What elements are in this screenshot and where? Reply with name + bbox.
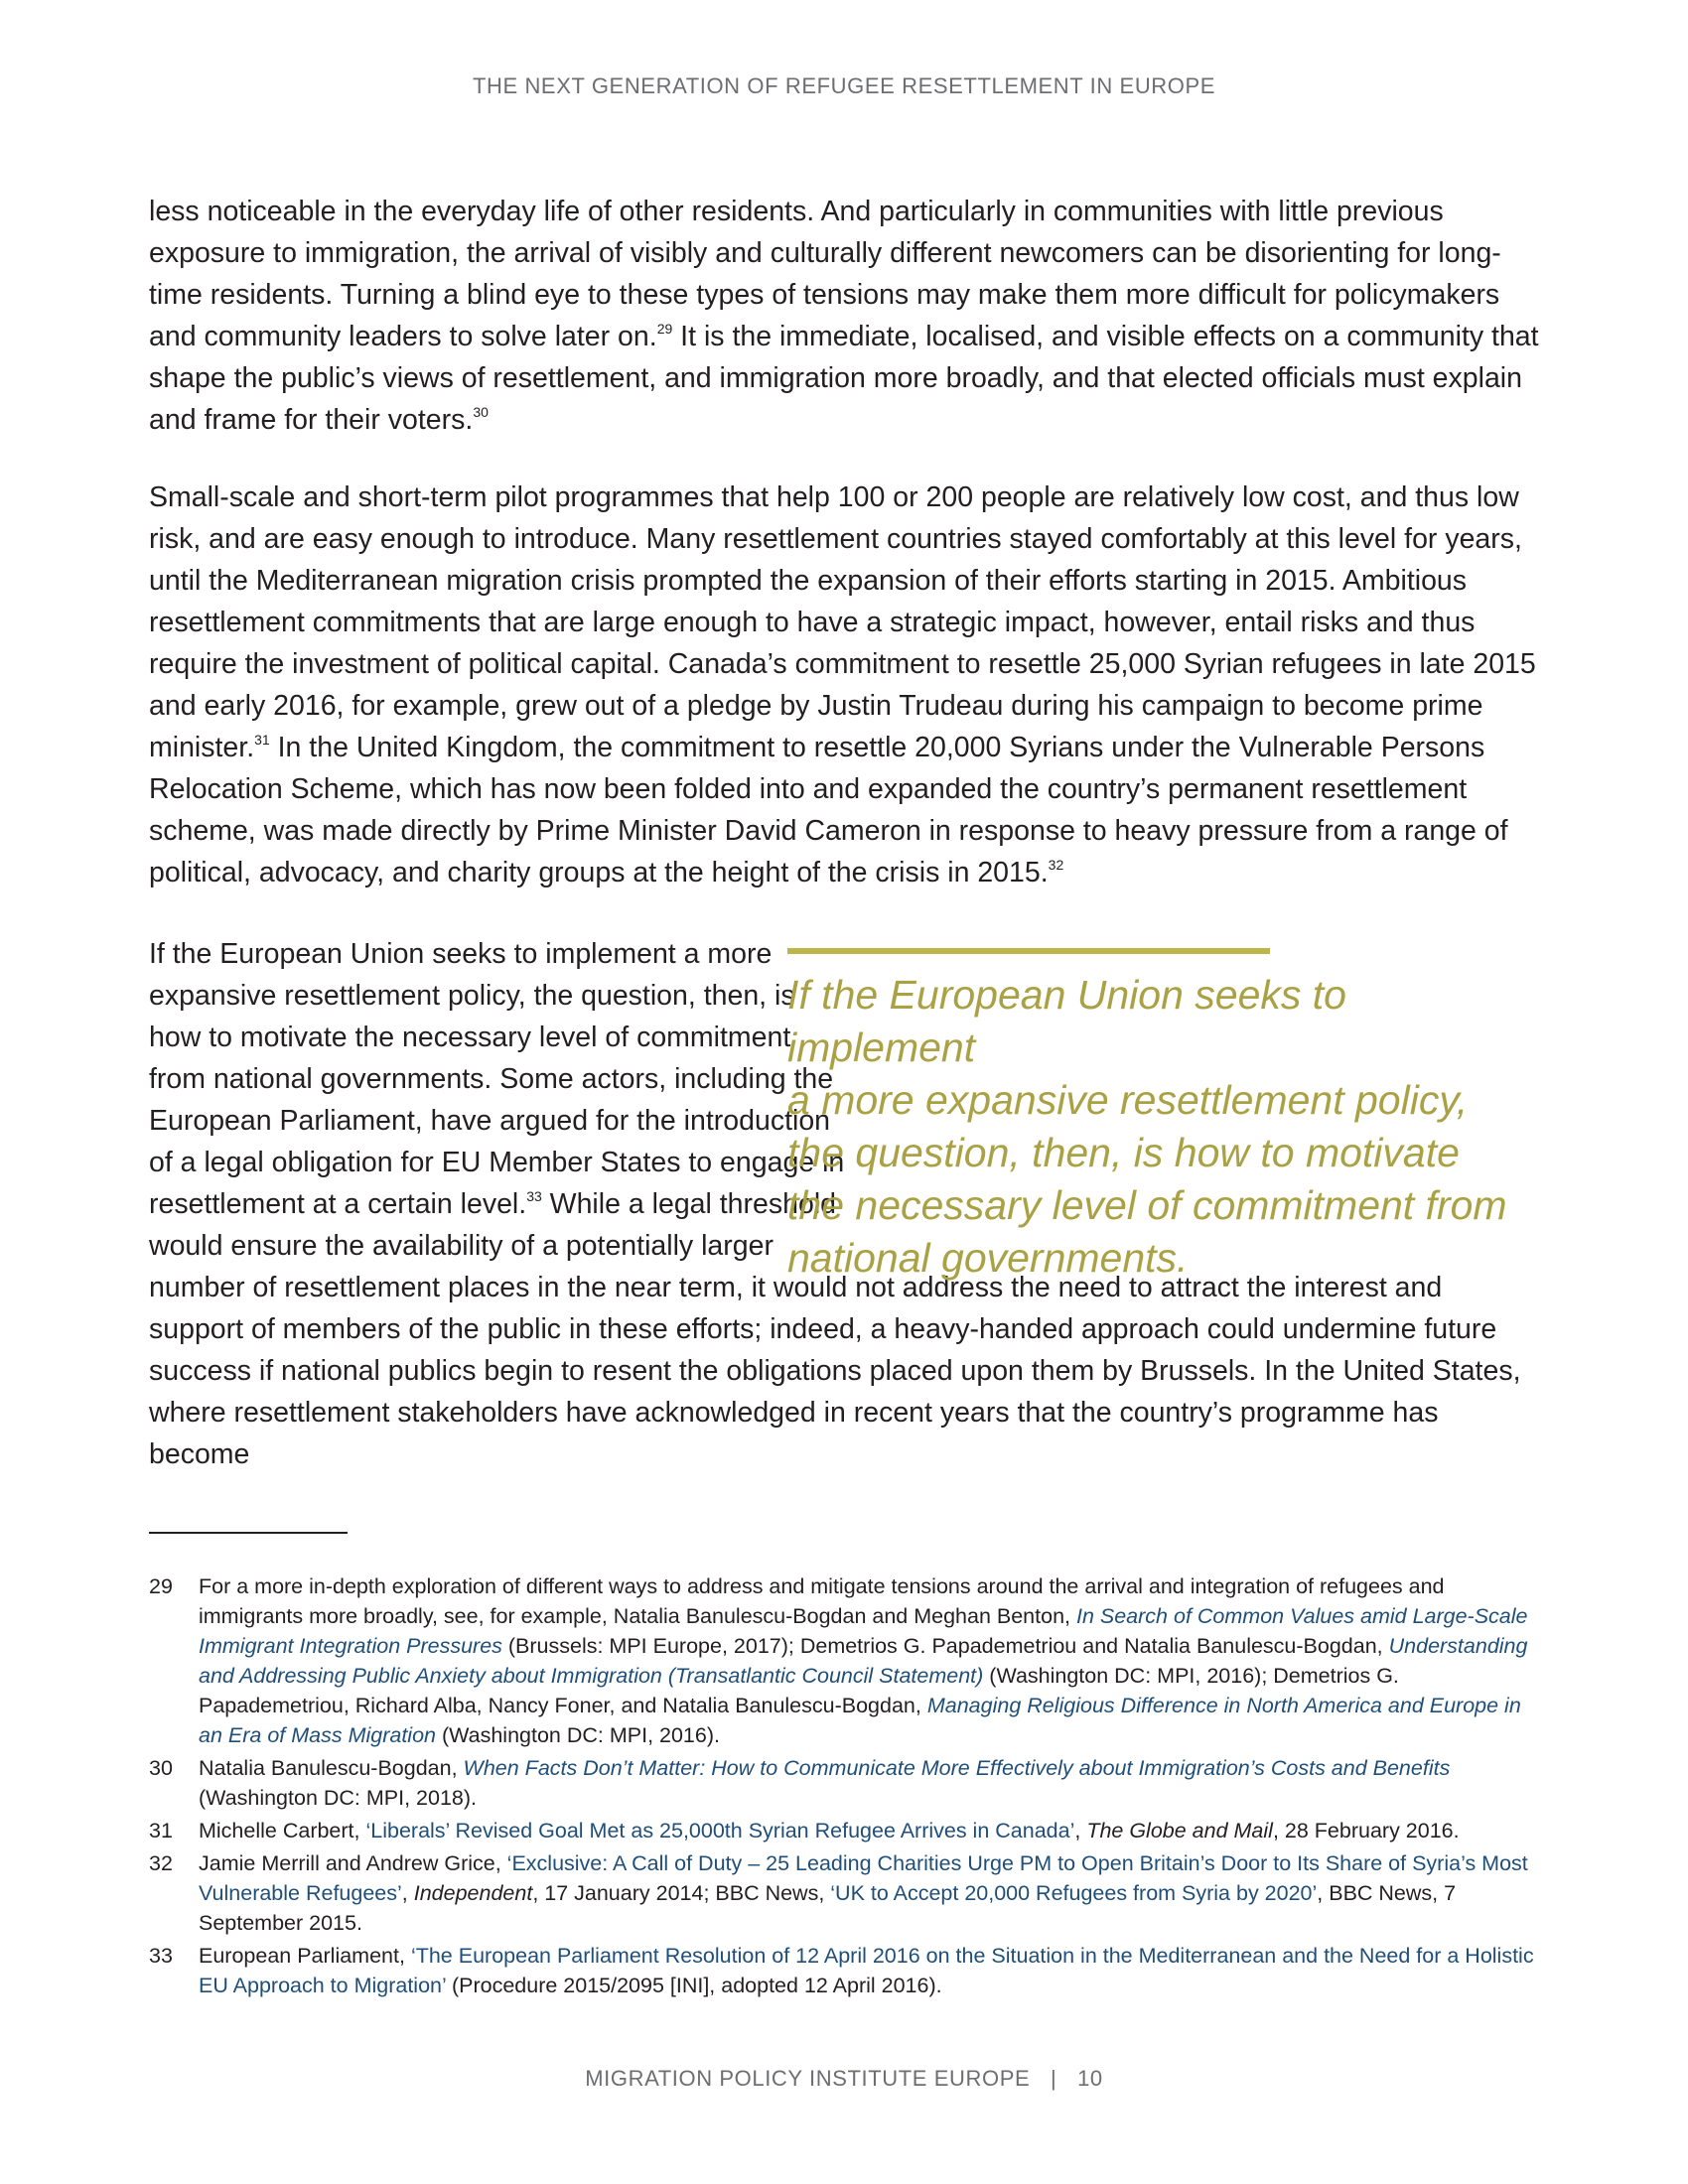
pullquote-line: a more expansive resettlement policy, bbox=[787, 1077, 1469, 1123]
citation-link[interactable]: ‘Liberals’ Revised Goal Met as 25,000th Syrian Refugee Arrives in Canada’ bbox=[365, 1819, 1075, 1843]
running-header: THE NEXT GENERATION OF REFUGEE RESETTLEMENT IN EUROPE bbox=[472, 73, 1216, 98]
citation-link[interactable]: ‘The European Parliament Resolution of 12 April 2016 on the Situation in the Mediterranean and the Need for a Holistic EU Approach to Migration’ bbox=[199, 1944, 1534, 1997]
pullquote-rule bbox=[787, 948, 1270, 954]
citation-link[interactable]: ‘UK to Accept 20,000 Refugees from Syria by 2020’ bbox=[830, 1881, 1318, 1905]
footer-organization: MIGRATION POLICY INSTITUTE EUROPE bbox=[585, 2066, 1031, 2091]
body-paragraph-2 bbox=[149, 477, 1539, 893]
footer-separator: | bbox=[1051, 2066, 1057, 2091]
footnote-ref-29[interactable]: 29 bbox=[656, 320, 673, 337]
citation-link[interactable]: When Facts Don’t Matter: How to Communicate More Effectively about Immigration’s Costs and Benefits bbox=[463, 1756, 1451, 1780]
page-footer bbox=[0, 2066, 1688, 2092]
footnotes bbox=[149, 1571, 1539, 2003]
footnote-31 bbox=[149, 1816, 1539, 1845]
footnote-ref-31[interactable]: 31 bbox=[254, 731, 270, 748]
citation-link[interactable]: Understanding and Addressing Public Anxiety about Immigration (Transatlantic Council Statement) bbox=[199, 1634, 1528, 1688]
paragraph-text: It is the immediate, localised, and visible effects on a community that shape the public’s views of resettlement, and immigration more broadly, and that elected officials must explain and frame for their voters. bbox=[149, 321, 1539, 436]
pullquote bbox=[787, 969, 1542, 1285]
paragraph-text: If the European Union seeks to implement a more expansive resettlement policy, the question, then, is how to motivate the necessary level of commitment from national governments. Some actors, including the European Parliament, have argued for the introduction of a legal obligation for EU Member States to engage in resettlement at a certain level. bbox=[149, 938, 845, 1220]
footnote-ref-33[interactable]: 33 bbox=[526, 1187, 542, 1204]
footnote-divider bbox=[149, 1532, 348, 1534]
pullquote-line: If the European Union seeks to implement bbox=[787, 972, 1346, 1070]
citation-link[interactable]: ‘Exclusive: A Call of Duty – 25 Leading Charities Urge PM to Open Britain’s Door to Its Share of Syria’s Most Vulnerable Refugees’ bbox=[199, 1851, 1528, 1905]
citation-link[interactable]: Managing Religious Difference in North America and Europe in an Era of Mass Migration bbox=[199, 1694, 1521, 1747]
pullquote-line: national governments. bbox=[787, 1235, 1189, 1281]
footnote-30 bbox=[149, 1753, 1539, 1813]
footnote-ref-32[interactable]: 32 bbox=[1048, 856, 1064, 873]
pullquote-line: the question, then, is how to motivate bbox=[787, 1130, 1460, 1175]
footnote-number: 30 bbox=[149, 1756, 173, 1780]
footnote-text: For a more in-depth exploration of different ways to address and mitigate tensions around the arrival and integration of refugees and immigrants more broadly, see, for example, Natalia Banulescu-Bogdan and Meghan Benton, In Search of Common Values amid Large-Scale Immigrant Integration Pressures (Brussels: MPI Europe, 2017); Demetrios G. Papademetriou and Natalia Banulescu-Bogdan, Understanding and Addressing Public Anxiety about Immigration (Transatlantic Council Statement) (Washington DC: MPI, 2016); Demetrios G. Papademetriou, Richard Alba, Nancy Foner, and Natalia Banulescu-Bogdan, Managing Religious Difference in North America and Europe in an Era of Mass Migration (Washington DC: MPI, 2016). bbox=[199, 1574, 1528, 1747]
footnote-text: Natalia Banulescu-Bogdan, When Facts Don’t Matter: How to Communicate More Effectively about Immigration’s Costs and Benefits (Washington DC: MPI, 2018). bbox=[199, 1756, 1451, 1810]
footnote-number: 29 bbox=[149, 1574, 173, 1598]
paragraph-text: In the United Kingdom, the commitment to resettle 20,000 Syrians under the Vulnerable Persons Relocation Scheme, which has now been folded into and expanded the country’s permanent resettlement scheme, was made directly by Prime Minister David Cameron in response to heavy pressure from a range of political, advocacy, and charity groups at the height of the crisis in 2015. bbox=[149, 732, 1508, 888]
footnote-number: 33 bbox=[149, 1944, 173, 1968]
footnote-number: 31 bbox=[149, 1819, 173, 1843]
pullquote-line: the necessary level of commitment from bbox=[787, 1182, 1507, 1228]
citation-link[interactable]: In Search of Common Values amid Large-Scale Immigrant Integration Pressures bbox=[199, 1604, 1528, 1658]
footnote-text: Michelle Carbert, ‘Liberals’ Revised Goal Met as 25,000th Syrian Refugee Arrives in Canada’, The Globe and Mail, 28 February 2016. bbox=[199, 1819, 1460, 1843]
paragraph-text: less noticeable in the everyday life of other residents. And particularly in communities with little previous exposure to immigration, the arrival of visibly and culturally different newcomers can be disorienting for long-time residents. Turning a blind eye to these types of tensions may make them more difficult for policymakers and community leaders to solve later on. bbox=[149, 196, 1501, 352]
body-paragraph-1 bbox=[149, 191, 1539, 441]
footnote-text: European Parliament, ‘The European Parliament Resolution of 12 April 2016 on the Situation in the Mediterranean and the Need for a Holistic EU Approach to Migration’ (Procedure 2015/2095 [INI], adopted 12 April 2016). bbox=[199, 1944, 1534, 1997]
paragraph-text: While a legal threshold would ensure the availability of a potentially larger number of resettlement places in the near term, it would not address the need to attract the interest and support of members of the public in these efforts; indeed, a heavy-handed approach could undermine future success if national publics begin to resent the obligations placed upon them by Brussels. In the United States, where resettlement stakeholders have acknowledged in recent years that the country’s programme has become bbox=[149, 1188, 1521, 1470]
footnote-33 bbox=[149, 1941, 1539, 2000]
paragraph-text: Small-scale and short-term pilot programmes that help 100 or 200 people are relatively low cost, and thus low risk, and are easy enough to introduce. Many resettlement countries stayed comfortably at this level for years, until the Mediterranean migration crisis prompted the expansion of their efforts starting in 2015. Ambitious resettlement commitments that are large enough to have a strategic impact, however, entail risks and thus require the investment of political capital. Canada’s commitment to resettle 25,000 Syrian refugees in late 2015 and early 2016, for example, grew out of a pledge by Justin Trudeau during his campaign to become prime minister. bbox=[149, 481, 1536, 763]
footnote-32 bbox=[149, 1848, 1539, 1938]
footnote-29 bbox=[149, 1571, 1539, 1750]
page-number: 10 bbox=[1077, 2066, 1103, 2091]
footnote-number: 32 bbox=[149, 1851, 173, 1875]
footnote-text: Jamie Merrill and Andrew Grice, ‘Exclusive: A Call of Duty – 25 Leading Charities Urge PM to Open Britain’s Door to Its Share of Syria’s Most Vulnerable Refugees’, Independent, 17 January 2014; BBC News, ‘UK to Accept 20,000 Refugees from Syria by 2020’, BBC News, 7 September 2015. bbox=[199, 1851, 1528, 1935]
footnote-ref-30[interactable]: 30 bbox=[473, 403, 489, 420]
